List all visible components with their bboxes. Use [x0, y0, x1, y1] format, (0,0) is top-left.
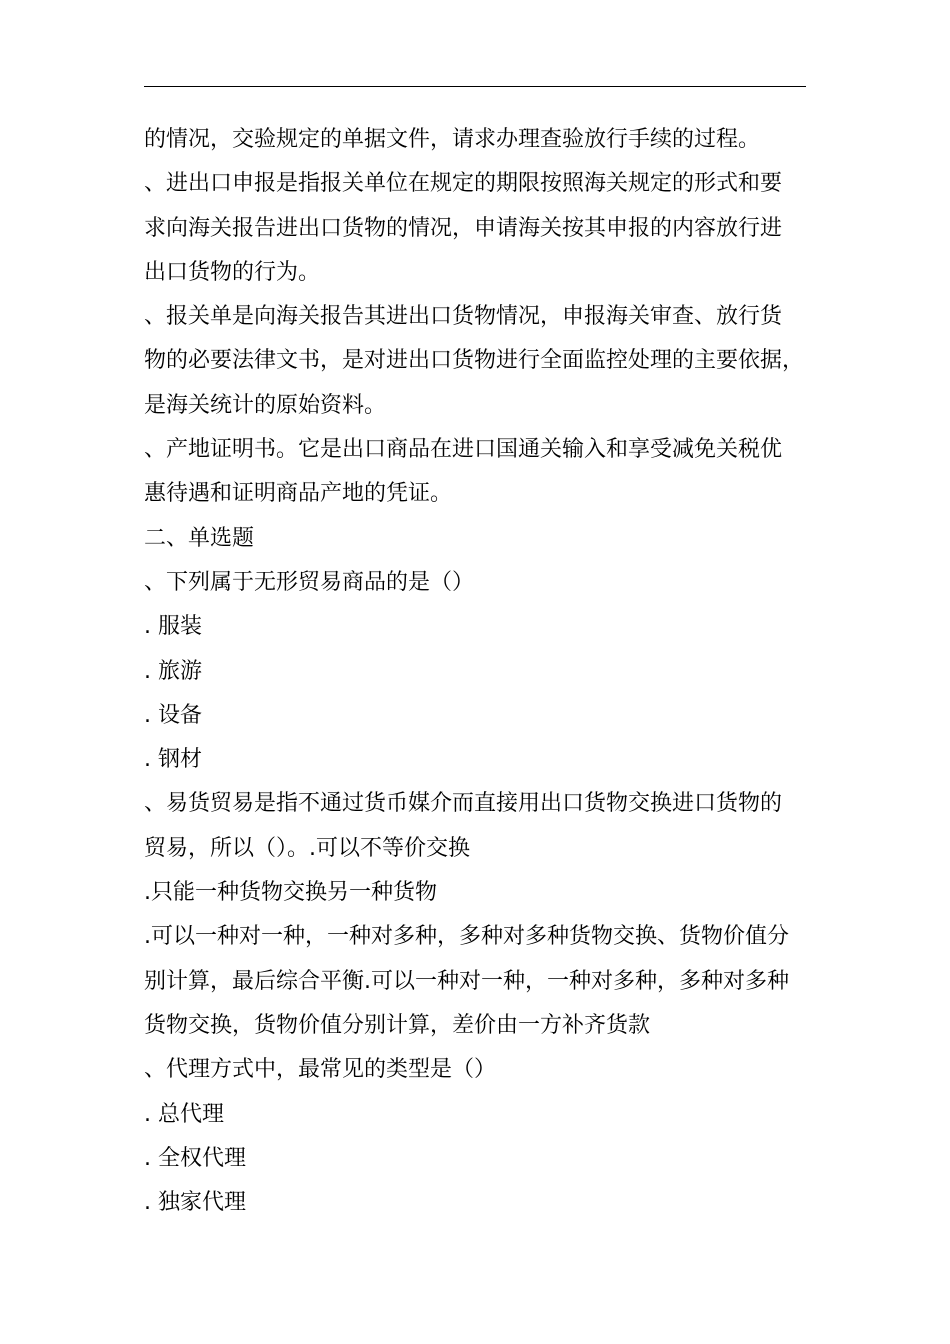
question-text: 、易货贸易是指不通过货币媒介而直接用出口货物交换进口货物的: [144, 791, 783, 817]
answer-option: . 独家代理: [144, 1190, 246, 1216]
text-line: 出口货物的行为。: [144, 259, 321, 285]
document-body: [144, 118, 824, 1225]
question-text: 、代理方式中，最常见的类型是（）: [144, 1057, 497, 1083]
answer-option: . 旅游: [144, 658, 202, 684]
question-text: 贸易，所以（）。.可以不等价交换: [144, 835, 470, 861]
answer-option: .可以一种对一种，一种对多种，多种对多种货物交换、货物价值分: [144, 924, 789, 950]
text-line: 惠待遇和证明商品产地的凭证。: [144, 481, 453, 507]
answer-option: . 设备: [144, 702, 202, 728]
header-rule: [144, 86, 806, 87]
answer-option: .只能一种货物交换另一种货物: [144, 880, 437, 906]
answer-option: 别计算，最后综合平衡.可以一种对一种，一种对多种，多种对多种: [144, 968, 789, 994]
text-line: 物的必要法律文书，是对进出口货物进行全面监控处理的主要依据，: [144, 348, 805, 374]
section-heading: 二、单选题: [144, 525, 255, 551]
answer-option: . 总代理: [144, 1101, 224, 1127]
text-line: 、产地证明书。它是出口商品在进口国通关输入和享受减免关税优: [144, 437, 783, 463]
answer-option: 货物交换，货物价值分别计算，差价由一方补齐货款: [144, 1012, 651, 1038]
text-line: 的情况，交验规定的单据文件，请求办理查验放行手续的过程。: [144, 127, 761, 152]
text-line: 、进出口申报是指报关单位在规定的期限按照海关规定的形式和要: [144, 171, 783, 197]
text-line: 是海关统计的原始资料。: [144, 392, 387, 418]
question-text: 、下列属于无形贸易商品的是（）: [144, 569, 475, 595]
answer-option: . 服装: [144, 614, 202, 640]
answer-option: . 钢材: [144, 747, 202, 773]
text-line: 求向海关报告进出口货物的情况，申请海关按其申报的内容放行进: [144, 215, 783, 241]
answer-option: . 全权代理: [144, 1145, 246, 1171]
text-line: 、报关单是向海关报告其进出口货物情况，申报海关审查、放行货: [144, 304, 783, 330]
